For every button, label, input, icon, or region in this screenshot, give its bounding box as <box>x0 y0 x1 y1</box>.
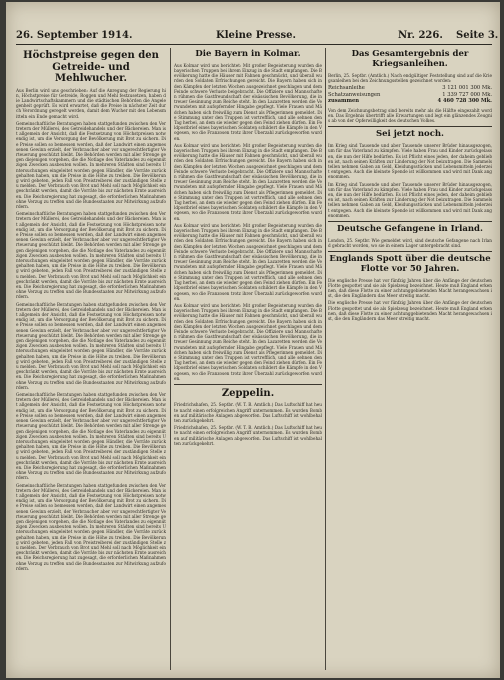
column-middle <box>174 48 322 670</box>
page-number: Seite 3. <box>456 30 499 41</box>
issue-number: Nr. 226. <box>398 30 443 41</box>
table-row <box>328 92 492 99</box>
article-body: Im Krieg sind Tausende und aber Tausende unserer Brüder hinausgezogen, um für das Vaterland zu kämpfen. Viele haben Frau und Kinder zurückgelassen, die nun der Hilfe bedürfen. Es ist Pflicht eines jeden, der daheim geblieben ist, nach seinen Kräften zur Linderung der Not beizutragen. Die Sammelstellen nehmen Gaben an Geld, Kleidungsstücken und Lebensmitteln jederzeit entgegen. Auch die kleinste Spende ist willkommen und wird mit Dank angenommen. <box>328 181 492 218</box>
article-body: Die englische Presse hat vor fünfzig Jahren über die Anfänge der deutschen Flotte gespottet und sie als Spielzeug bezeichnet. Heute muß England erkennen, daß diese Flotte zu einer achtunggebietenden Macht herangewachsen ist, die den Engländern das Meer streitig macht. <box>328 277 492 299</box>
issue-date: 26. September 1914. <box>16 30 133 41</box>
article-headline: Zeppelin. <box>221 387 275 399</box>
article-body: Aus Kolmar wird uns berichtet: Mit großer Begeisterung wurden die bayerischen Truppen bei ihrem Einzug in die Stadt empfangen. Die Bevölkerung hatte die Häuser mit Fahnen geschmückt, und überall wurden den Soldaten Erfrischungen gereicht. Die Bayern haben sich in den Kämpfen der letzten Wochen ausgezeichnet geschlagen und dem Feinde schwere Verluste beigebracht. Die Offiziere und Mannschaften rühmen die Gastfreundschaft der elsässischen Bevölkerung, die in treuer Gesinnung zum Reiche steht. In den Lazaretten werden die Verwundeten mit aufopfernder Hingabe gepflegt. Viele Frauen und Mädchen haben sich freiwillig zum Dienst als Pflegerinnen gemeldet. Die Stimmung unter den Truppen ist vortrefflich, und alle sehnen den Tag herbei, an dem sie wieder gegen den Feind ziehen dürfen. Ein Feldpostbrief eines bayerischen Soldaten schildert die Kämpfe in den Vogesen, wo die Franzosen trotz ihrer Überzahl zurückgeworfen wurden. <box>174 62 322 141</box>
table-row <box>328 85 492 92</box>
row-value: 1 339 727 000 Mk. <box>442 91 492 98</box>
table-row-total <box>328 98 492 105</box>
article-body: Aus Kolmar wird uns berichtet: Mit großer Begeisterung wurden die bayerischen Truppen bei ihrem Einzug in die Stadt empfangen. Die Bevölkerung hatte die Häuser mit Fahnen geschmückt, und überall wurden den Soldaten Erfrischungen gereicht. Die Bayern haben sich in den Kämpfen der letzten Wochen ausgezeichnet geschlagen und dem Feinde schwere Verluste beigebracht. Die Offiziere und Mannschaften rühmen die Gastfreundschaft der elsässischen Bevölkerung, die in treuer Gesinnung zum Reiche steht. In den Lazaretten werden die Verwundeten mit aufopfernder Hingabe gepflegt. Viele Frauen und Mädchen haben sich freiwillig zum Dienst als Pflegerinnen gemeldet. Die Stimmung unter den Truppen ist vortrefflich, und alle sehnen den Tag herbei, an dem sie wieder gegen den Feind ziehen dürfen. Ein Feldpostbrief eines bayerischen Soldaten schildert die Kämpfe in den Vogesen, wo die Franzosen trotz ihrer Überzahl zurückgeworfen wurden. <box>174 142 322 221</box>
article-body: London, 25. Septbr. Wie gemeldet wird, sind deutsche Gefangene nach Irland gebracht worden, wo sie in einem Lager untergebracht sind. <box>328 237 492 248</box>
article-headline: Höchstpreise gegen den Getreide- und Mehlwucher. <box>23 50 159 84</box>
article-body: Gemeinschaftliche Beratungen haben stattgefunden zwischen den Vertretern der Müllerei, des Getreidehandels und der Bäckereien. Man ist allgemein der Ansicht, daß die Festsetzung von Höchstpreisen notwendig ist, um die Versorgung der Bevölkerung mit Brot zu sichern. Die Preise sollen so bemessen werden, daß der Landwirt einen angemessenen Gewinn erzielt, der Verbraucher aber vor ungerechtfertigter Verteuerung geschützt bleibt. Die Behörden werden mit aller Strenge gegen diejenigen vorgehen, die die Notlage des Vaterlandes zu eigennützigen Zwecken ausbeuten wollen. In mehreren Städten sind bereits Untersuchungen eingeleitet worden gegen Händler, die Vorräte zurückgehalten haben, um die Preise in die Höhe zu treiben. Die Bevölkerung wird gebeten, jeden Fall von Preistreiberei der zuständigen Stelle zu melden. Der Verbrauch von Brot und Mehl soll nach Möglichkeit eingeschränkt werden, damit die Vorräte bis zur nächsten Ernte ausreichen. Die Reichsregierung hat zugesagt, die erforderlichen Maßnahmen ohne Verzug zu treffen und die Bundesstaaten zur Mitwirkung aufzufordern. <box>16 392 166 481</box>
loan-results-table <box>328 85 492 105</box>
newspaper-page <box>6 2 500 678</box>
section-divider <box>328 251 492 252</box>
section-divider <box>328 126 492 127</box>
row-label: Reichsanleihe <box>328 84 365 91</box>
column-right <box>328 48 492 670</box>
article-body: Gemeinschaftliche Beratungen haben stattgefunden zwischen den Vertretern der Müllerei, des Getreidehandels und der Bäckereien. Man ist allgemein der Ansicht, daß die Festsetzung von Höchstpreisen notwendig ist, um die Versorgung der Bevölkerung mit Brot zu sichern. Die Preise sollen so bemessen werden, daß der Landwirt einen angemessenen Gewinn erzielt, der Verbraucher aber vor ungerechtfertigter Verteuerung geschützt bleibt. Die Behörden werden mit aller Strenge gegen diejenigen vorgehen, die die Notlage des Vaterlandes zu eigennützigen Zwecken ausbeuten wollen. In mehreren Städten sind bereits Untersuchungen eingeleitet worden gegen Händler, die Vorräte zurückgehalten haben, um die Preise in die Höhe zu treiben. Die Bevölkerung wird gebeten, jeden Fall von Preistreiberei der zuständigen Stelle zu melden. Der Verbrauch von Brot und Mehl soll nach Möglichkeit eingeschränkt werden, damit die Vorräte bis zur nächsten Ernte ausreichen. Die Reichsregierung hat zugesagt, die erforderlichen Maßnahmen ohne Verzug zu treffen und die Bundesstaaten zur Mitwirkung aufzufordern. <box>16 301 166 390</box>
masthead <box>16 30 499 45</box>
row-value: 4 460 728 300 Mk. <box>437 98 492 105</box>
article-body: Von dem Zeichnungsbetrag sind bereits mehr als die Hälfte eingezahlt worden. Das Ergebnis übertrifft alle Erwartungen und legt ein glänzendes Zeugnis ab von der Opferwilligkeit des deutschen Volkes. <box>328 107 492 124</box>
article-body: Aus Kolmar wird uns berichtet: Mit großer Begeisterung wurden die bayerischen Truppen bei ihrem Einzug in die Stadt empfangen. Die Bevölkerung hatte die Häuser mit Fahnen geschmückt, und überall wurden den Soldaten Erfrischungen gereicht. Die Bayern haben sich in den Kämpfen der letzten Wochen ausgezeichnet geschlagen und dem Feinde schwere Verluste beigebracht. Die Offiziere und Mannschaften rühmen die Gastfreundschaft der elsässischen Bevölkerung, die in treuer Gesinnung zum Reiche steht. In den Lazaretten werden die Verwundeten mit aufopfernder Hingabe gepflegt. Viele Frauen und Mädchen haben sich freiwillig zum Dienst als Pflegerinnen gemeldet. Die Stimmung unter den Truppen ist vortrefflich, und alle sehnen den Tag herbei, an dem sie wieder gegen den Feind ziehen dürfen. Ein Feldpostbrief eines bayerischen Soldaten schildert die Kämpfe in den Vogesen, wo die Franzosen trotz ihrer Überzahl zurückgeworfen wurden. <box>174 222 322 301</box>
article-headline: Die Bayern in Kolmar. <box>195 49 301 59</box>
article-headline: Deutsche Gefangene in Irland. <box>337 223 483 234</box>
article-body: Gemeinschaftliche Beratungen haben stattgefunden zwischen den Vertretern der Müllerei, des Getreidehandels und der Bäckereien. Man ist allgemein der Ansicht, daß die Festsetzung von Höchstpreisen notwendig ist, um die Versorgung der Bevölkerung mit Brot zu sichern. Die Preise sollen so bemessen werden, daß der Landwirt einen angemessenen Gewinn erzielt, der Verbraucher aber vor ungerechtfertigter Verteuerung geschützt bleibt. Die Behörden werden mit aller Strenge gegen diejenigen vorgehen, die die Notlage des Vaterlandes zu eigennützigen Zwecken ausbeuten wollen. In mehreren Städten sind bereits Untersuchungen eingeleitet worden gegen Händler, die Vorräte zurückgehalten haben, um die Preise in die Höhe zu treiben. Die Bevölkerung wird gebeten, jeden Fall von Preistreiberei der zuständigen Stelle zu melden. Der Verbrauch von Brot und Mehl soll nach Möglichkeit eingeschränkt werden, damit die Vorräte bis zur nächsten Ernte ausreichen. Die Reichsregierung hat zugesagt, die erforderlichen Maßnahmen ohne Verzug zu treffen und die Bundesstaaten zur Mitwirkung aufzufordern. <box>16 120 166 209</box>
column-rule <box>325 48 326 670</box>
article-body: Friedrichshafen, 25. Septbr. (W. T. B. Amtlich.) Das Luftschiff hat heute nacht einen erfolgreichen Angriff unternommen. Es wurden Bomben auf militärische Anlagen abgeworfen. Das Luftschiff ist wohlbehalten zurückgekehrt. <box>174 402 322 424</box>
article-headline: Sei jetzt noch. <box>375 129 445 140</box>
paper-name: Kleine Presse. <box>216 30 297 41</box>
row-value: 3 121 001 300 Mk. <box>442 84 492 91</box>
column-rule <box>170 48 171 670</box>
column-left <box>16 48 166 670</box>
article-body: Im Krieg sind Tausende und aber Tausende unserer Brüder hinausgezogen, um für das Vaterland zu kämpfen. Viele haben Frau und Kinder zurückgelassen, die nun der Hilfe bedürfen. Es ist Pflicht eines jeden, der daheim geblieben ist, nach seinen Kräften zur Linderung der Not beizutragen. Die Sammelstellen nehmen Gaben an Geld, Kleidungsstücken und Lebensmitteln jederzeit entgegen. Auch die kleinste Spende ist willkommen und wird mit Dank angenommen. <box>328 143 492 180</box>
article-body: Aus Kolmar wird uns berichtet: Mit großer Begeisterung wurden die bayerischen Truppen bei ihrem Einzug in die Stadt empfangen. Die Bevölkerung hatte die Häuser mit Fahnen geschmückt, und überall wurden den Soldaten Erfrischungen gereicht. Die Bayern haben sich in den Kämpfen der letzten Wochen ausgezeichnet geschlagen und dem Feinde schwere Verluste beigebracht. Die Offiziere und Mannschaften rühmen die Gastfreundschaft der elsässischen Bevölkerung, die in treuer Gesinnung zum Reiche steht. In den Lazaretten werden die Verwundeten mit aufopfernder Hingabe gepflegt. Viele Frauen und Mädchen haben sich freiwillig zum Dienst als Pflegerinnen gemeldet. Die Stimmung unter den Truppen ist vortrefflich, und alle sehnen den Tag herbei, an dem sie wieder gegen den Feind ziehen dürfen. Ein Feldpostbrief eines bayerischen Soldaten schildert die Kämpfe in den Vogesen, wo die Franzosen trotz ihrer Überzahl zurückgeworfen wurden. <box>174 302 322 381</box>
section-divider <box>174 384 322 385</box>
article-body: Die englische Presse hat vor fünfzig Jahren über die Anfänge der deutschen Flotte gespottet und sie als Spielzeug bezeichnet. Heute muß England erkennen, daß diese Flotte zu einer achtunggebietenden Macht herangewachsen ist, die den Engländern das Meer streitig macht. <box>328 300 492 322</box>
article-body: Gemeinschaftliche Beratungen haben stattgefunden zwischen den Vertretern der Müllerei, des Getreidehandels und der Bäckereien. Man ist allgemein der Ansicht, daß die Festsetzung von Höchstpreisen notwendig ist, um die Versorgung der Bevölkerung mit Brot zu sichern. Die Preise sollen so bemessen werden, daß der Landwirt einen angemessenen Gewinn erzielt, der Verbraucher aber vor ungerechtfertigter Verteuerung geschützt bleibt. Die Behörden werden mit aller Strenge gegen diejenigen vorgehen, die die Notlage des Vaterlandes zu eigennützigen Zwecken ausbeuten wollen. In mehreren Städten sind bereits Untersuchungen eingeleitet worden gegen Händler, die Vorräte zurückgehalten haben, um die Preise in die Höhe zu treiben. Die Bevölkerung wird gebeten, jeden Fall von Preistreiberei der zuständigen Stelle zu melden. Der Verbrauch von Brot und Mehl soll nach Möglichkeit eingeschränkt werden, damit die Vorräte bis zur nächsten Ernte ausreichen. Die Reichsregierung hat zugesagt, die erforderlichen Maßnahmen ohne Verzug zu treffen und die Bundesstaaten zur Mitwirkung aufzufordern. <box>16 211 166 300</box>
row-label: zusammen <box>328 98 360 105</box>
row-label: Schatzanweisungen <box>328 91 381 98</box>
article-headline: Englands Spott über die deutsche Flotte vor 50 Jahren. <box>329 254 491 274</box>
article-headline: Das Gesamtergebnis der Kriegsanleihen. <box>351 49 469 69</box>
article-body: Friedrichshafen, 25. Septbr. (W. T. B. Amtlich.) Das Luftschiff hat heute nacht einen erfolgreichen Angriff unternommen. Es wurden Bomben auf militärische Anlagen abgeworfen. Das Luftschiff ist wohlbehalten zurückgekehrt. <box>174 425 322 446</box>
section-divider <box>328 221 492 222</box>
article-body: Gemeinschaftliche Beratungen haben stattgefunden zwischen den Vertretern der Müllerei, des Getreidehandels und der Bäckereien. Man ist allgemein der Ansicht, daß die Festsetzung von Höchstpreisen notwendig ist, um die Versorgung der Bevölkerung mit Brot zu sichern. Die Preise sollen so bemessen werden, daß der Landwirt einen angemessenen Gewinn erzielt, der Verbraucher aber vor ungerechtfertigter Verteuerung geschützt bleibt. Die Behörden werden mit aller Strenge gegen diejenigen vorgehen, die die Notlage des Vaterlandes zu eigennützigen Zwecken ausbeuten wollen. In mehreren Städten sind bereits Untersuchungen eingeleitet worden gegen Händler, die Vorräte zurückgehalten haben, um die Preise in die Höhe zu treiben. Die Bevölkerung wird gebeten, jeden Fall von Preistreiberei der zuständigen Stelle zu melden. Der Verbrauch von Brot und Mehl soll nach Möglichkeit eingeschränkt werden, damit die Vorräte bis zur nächsten Ernte ausreichen. Die Reichsregierung hat zugesagt, die erforderlichen Maßnahmen ohne Verzug zu treffen und die Bundesstaaten zur Mitwirkung aufzufordern. <box>16 482 166 571</box>
article-lead: Aus Berlin wird uns geschrieben: Auf die Anregung der Regierung hin, Höchstpreise für Getreide, Roggen und Mehl festzusetzen, haben die Landwirtschaftskammern und die städtischen Behörden die Angelegenheit geprüft. Es wird erwartet, daß die Preise in nächster Zeit durch Verordnung geregelt werden, damit dem Wucher mit den Lebensmitteln ein Ende gemacht wird. <box>16 87 166 119</box>
article-lead: Berlin, 25. Septbr. (Amtlich.) Nach endgültiger Feststellung sind auf die Kriegsanleihen bei den Zeichnungsstellen gezeichnet worden: <box>328 72 492 83</box>
